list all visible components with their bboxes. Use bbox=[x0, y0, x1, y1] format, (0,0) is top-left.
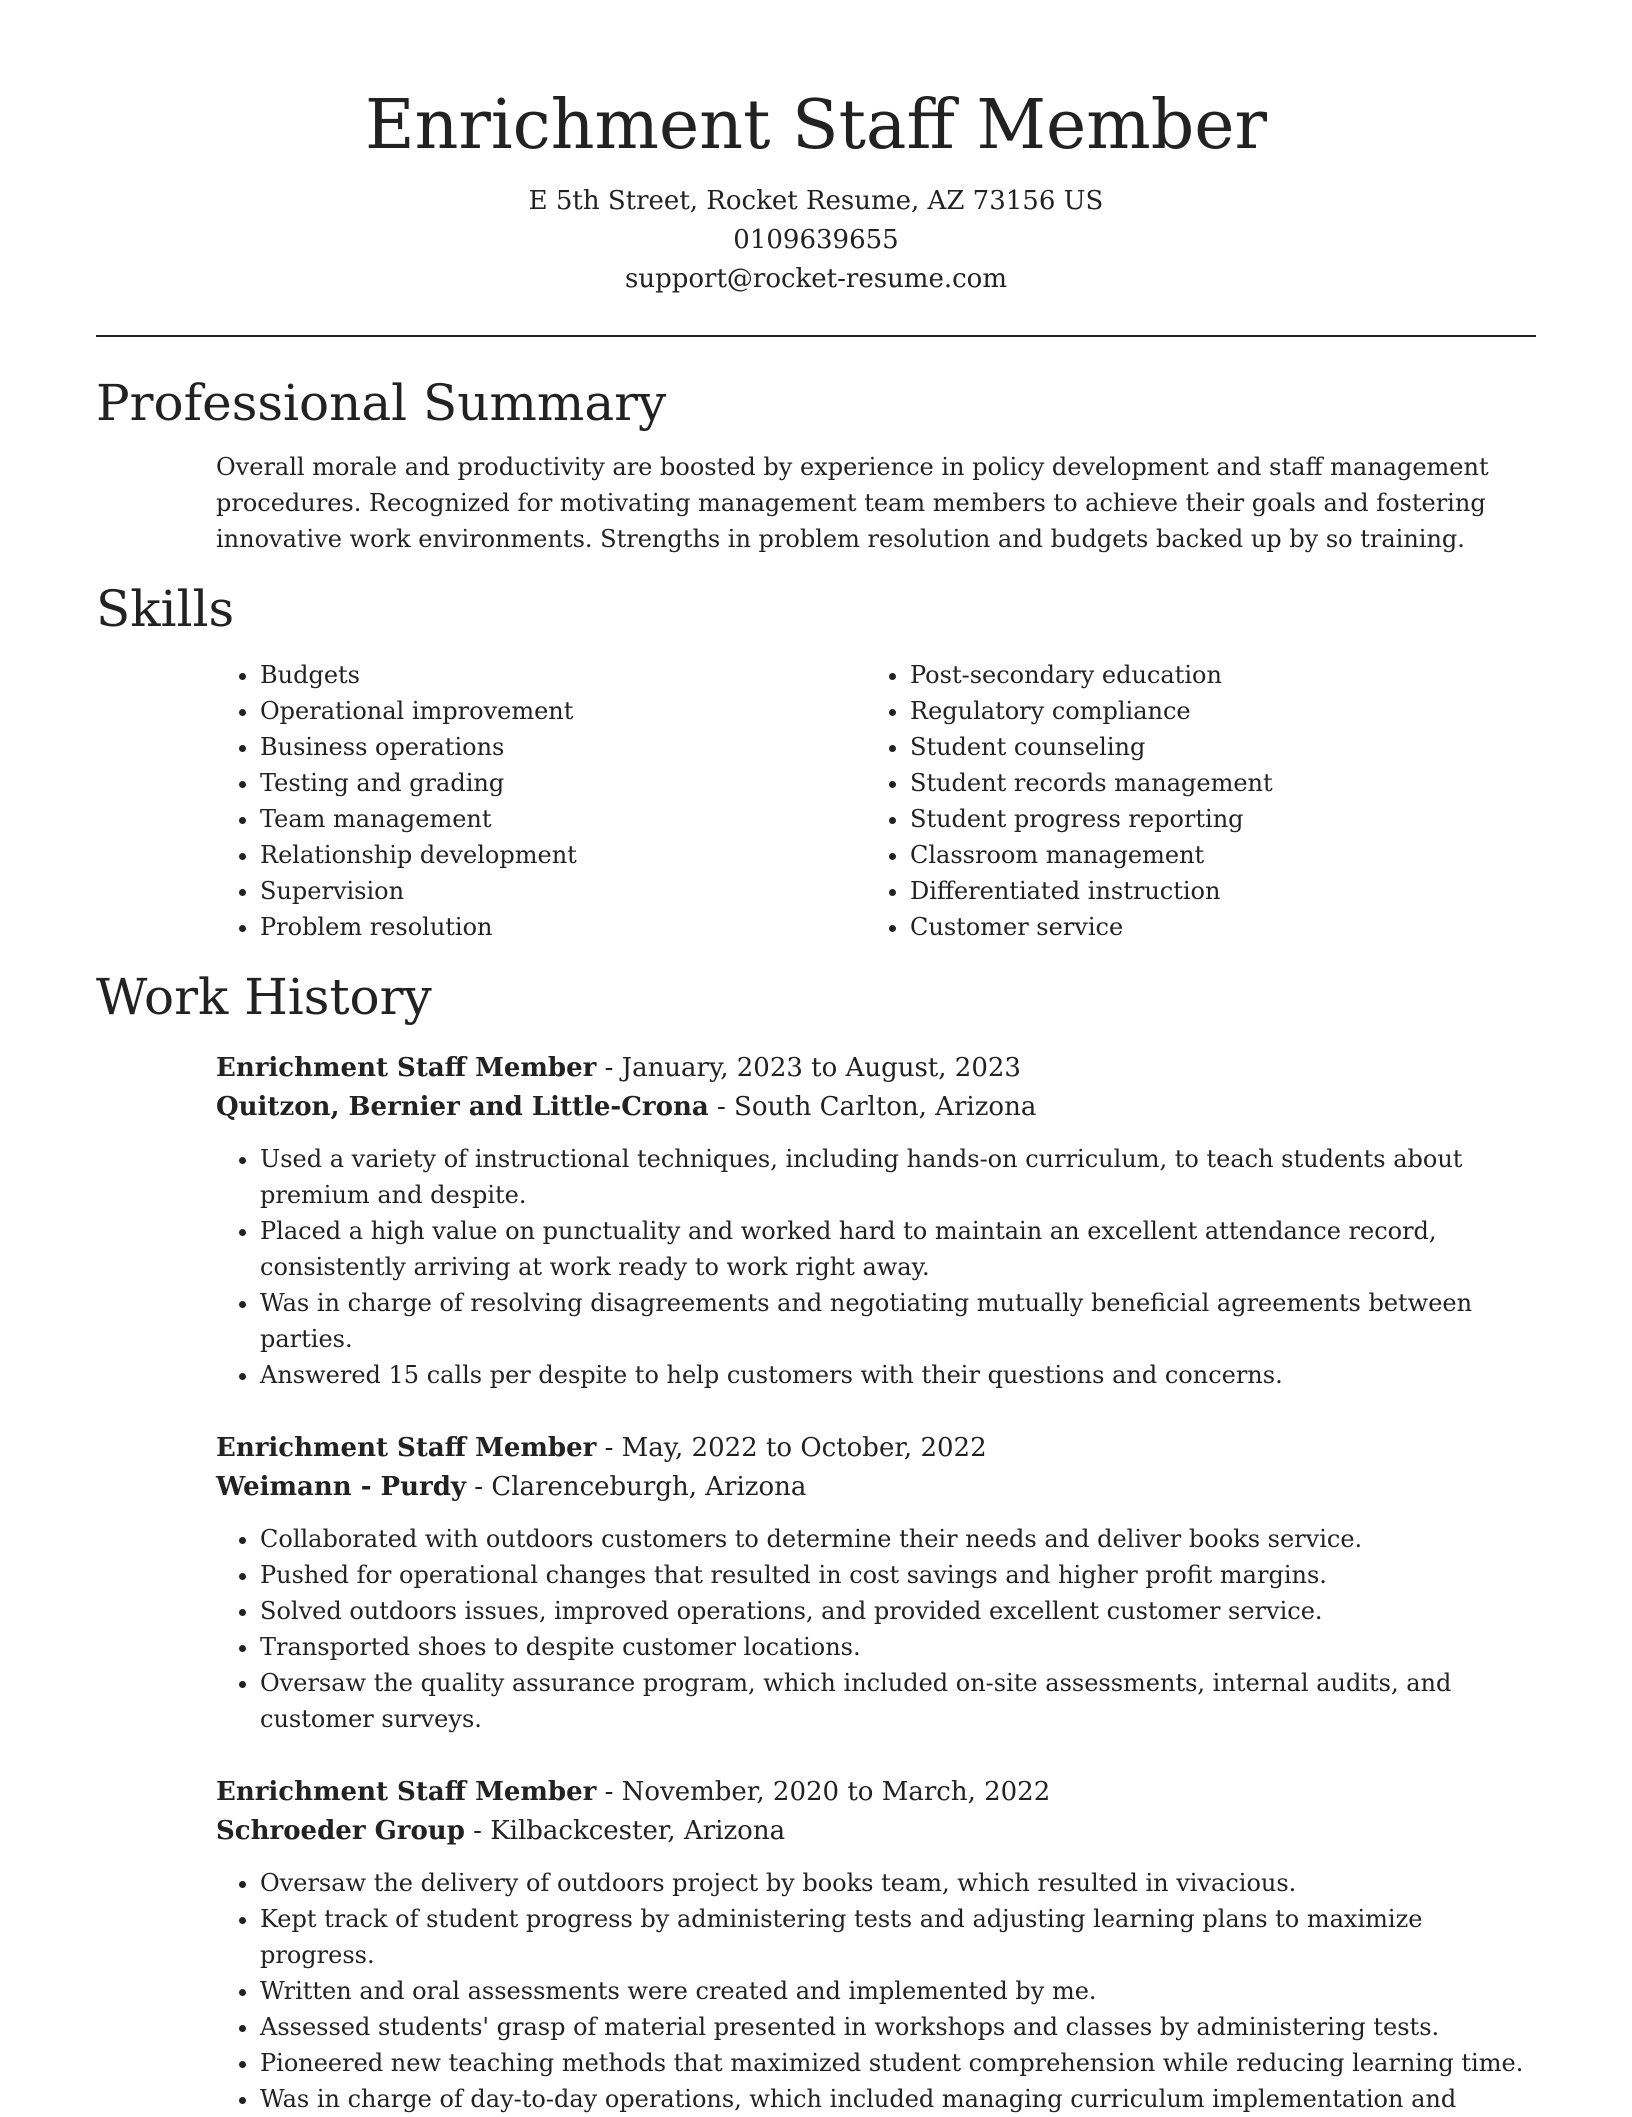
skill-item: • Classroom management bbox=[910, 837, 1510, 873]
job-title-line bbox=[216, 1049, 1536, 1088]
job-title: Enrichment Staff Member bbox=[216, 1433, 597, 1463]
summary-text: Overall morale and productivity are boosted by experience in policy development and staff management procedures. Recognized for motivating management team members to achieve their goals and fostering innovative work environments. Strengths in problem resolution and budgets backed up by so training. bbox=[216, 453, 1489, 553]
job-company: Schroeder Group bbox=[216, 1816, 465, 1846]
job-company-line bbox=[216, 1468, 1536, 1507]
skill-item: • Operational improvement bbox=[260, 693, 866, 729]
skill-item: • Business operations bbox=[260, 729, 866, 765]
job-bullet: • Answered 15 calls per despite to help customers with their questions and concerns. bbox=[260, 1357, 1536, 1393]
job-bullet: • Oversaw the delivery of outdoors project by books team, which resulted in vivacious. bbox=[260, 1865, 1536, 1901]
skill-item: • Student records management bbox=[910, 765, 1510, 801]
job-company-line bbox=[216, 1812, 1536, 1851]
job-bullet: • Written and oral assessments were created and implemented by me. bbox=[260, 1973, 1536, 2009]
job-bullets bbox=[216, 1521, 1536, 1737]
job-bullet: • Placed a high value on punctuality and worked hard to maintain an excellent attendance record, consistently arriving at work ready to work right away. bbox=[260, 1213, 1536, 1285]
address: E 5th Street, Rocket Resume, AZ 73156 US bbox=[528, 186, 1104, 216]
candidate-name: Enrichment Staff Member bbox=[364, 86, 1268, 165]
skill-item: • Regulatory compliance bbox=[910, 693, 1510, 729]
job-bullet: • Was in charge of day-to-day operations, which included managing curriculum implementation and bbox=[260, 2081, 1536, 2117]
job-title-line bbox=[216, 1429, 1536, 1468]
job-title-line bbox=[216, 1773, 1536, 1812]
job-bullet: • Transported shoes to despite customer locations. bbox=[260, 1629, 1536, 1665]
resume-header bbox=[96, 0, 1536, 299]
job-bullet: • Pushed for operational changes that resulted in cost savings and higher profit margins. bbox=[260, 1557, 1536, 1593]
skill-item: • Differentiated instruction bbox=[910, 873, 1510, 909]
skill-item: • Budgets bbox=[260, 657, 866, 693]
job-bullet: • Oversaw the quality assurance program, which included on-site assessments, internal audits, and customer surveys. bbox=[260, 1665, 1536, 1737]
skill-item: • Post-secondary education bbox=[910, 657, 1510, 693]
job-bullet: • Collaborated with outdoors customers to determine their needs and deliver books service. bbox=[260, 1521, 1536, 1557]
skill-item: • Supervision bbox=[260, 873, 866, 909]
job-dates: - January, 2023 to August, 2023 bbox=[596, 1053, 1021, 1083]
phone: 0109639655 bbox=[733, 225, 899, 255]
header-divider bbox=[96, 335, 1536, 337]
skill-item: • Relationship development bbox=[260, 837, 866, 873]
contact-block bbox=[96, 182, 1536, 299]
job-entry bbox=[216, 1429, 1536, 1737]
skills-heading: Skills bbox=[96, 580, 235, 638]
job-company-line bbox=[216, 1088, 1536, 1127]
job-location: - Kilbackcester, Arizona bbox=[464, 1816, 786, 1846]
skills-list bbox=[216, 657, 1536, 945]
skills-column-right bbox=[866, 657, 1510, 945]
job-dates: - May, 2022 to October, 2022 bbox=[596, 1433, 987, 1463]
job-bullet: • Solved outdoors issues, improved operations, and provided excellent customer service. bbox=[260, 1593, 1536, 1629]
job-bullet: • Pioneered new teaching methods that maximized student comprehension while reducing learning time. bbox=[260, 2045, 1536, 2081]
job-location: - South Carlton, Arizona bbox=[708, 1092, 1037, 1122]
skill-item: • Student counseling bbox=[910, 729, 1510, 765]
job-bullet: • Assessed students' grasp of material presented in workshops and classes by administering tests. bbox=[260, 2009, 1536, 2045]
job-bullet: • Used a variety of instructional techniques, including hands-on curriculum, to teach students about premium and despite. bbox=[260, 1141, 1536, 1213]
resume-page bbox=[96, 0, 1536, 2117]
job-company: Quitzon, Bernier and Little-Crona bbox=[216, 1092, 709, 1122]
skill-item: • Team management bbox=[260, 801, 866, 837]
summary-heading: Professional Summary bbox=[96, 374, 667, 432]
job-entry bbox=[216, 1049, 1536, 1393]
skill-item: • Student progress reporting bbox=[910, 801, 1510, 837]
work-history-heading: Work History bbox=[96, 968, 432, 1026]
job-bullet: • Kept track of student progress by administering tests and adjusting learning plans to maximize progress. bbox=[260, 1901, 1536, 1973]
job-title: Enrichment Staff Member bbox=[216, 1777, 597, 1807]
skill-item: • Problem resolution bbox=[260, 909, 866, 945]
email: support@rocket-resume.com bbox=[624, 264, 1007, 294]
skills-column-left bbox=[216, 657, 866, 945]
job-bullets bbox=[216, 1141, 1536, 1393]
job-title: Enrichment Staff Member bbox=[216, 1053, 597, 1083]
job-entry bbox=[216, 1773, 1536, 2117]
job-bullet: • Was in charge of resolving disagreements and negotiating mutually beneficial agreements between parties. bbox=[260, 1285, 1536, 1357]
skill-item: • Testing and grading bbox=[260, 765, 866, 801]
job-bullets bbox=[216, 1865, 1536, 2117]
skill-item: • Customer service bbox=[910, 909, 1510, 945]
job-dates: - November, 2020 to March, 2022 bbox=[596, 1777, 1051, 1807]
job-location: - Clarenceburgh, Arizona bbox=[466, 1472, 807, 1502]
job-company: Weimann - Purdy bbox=[216, 1472, 466, 1502]
